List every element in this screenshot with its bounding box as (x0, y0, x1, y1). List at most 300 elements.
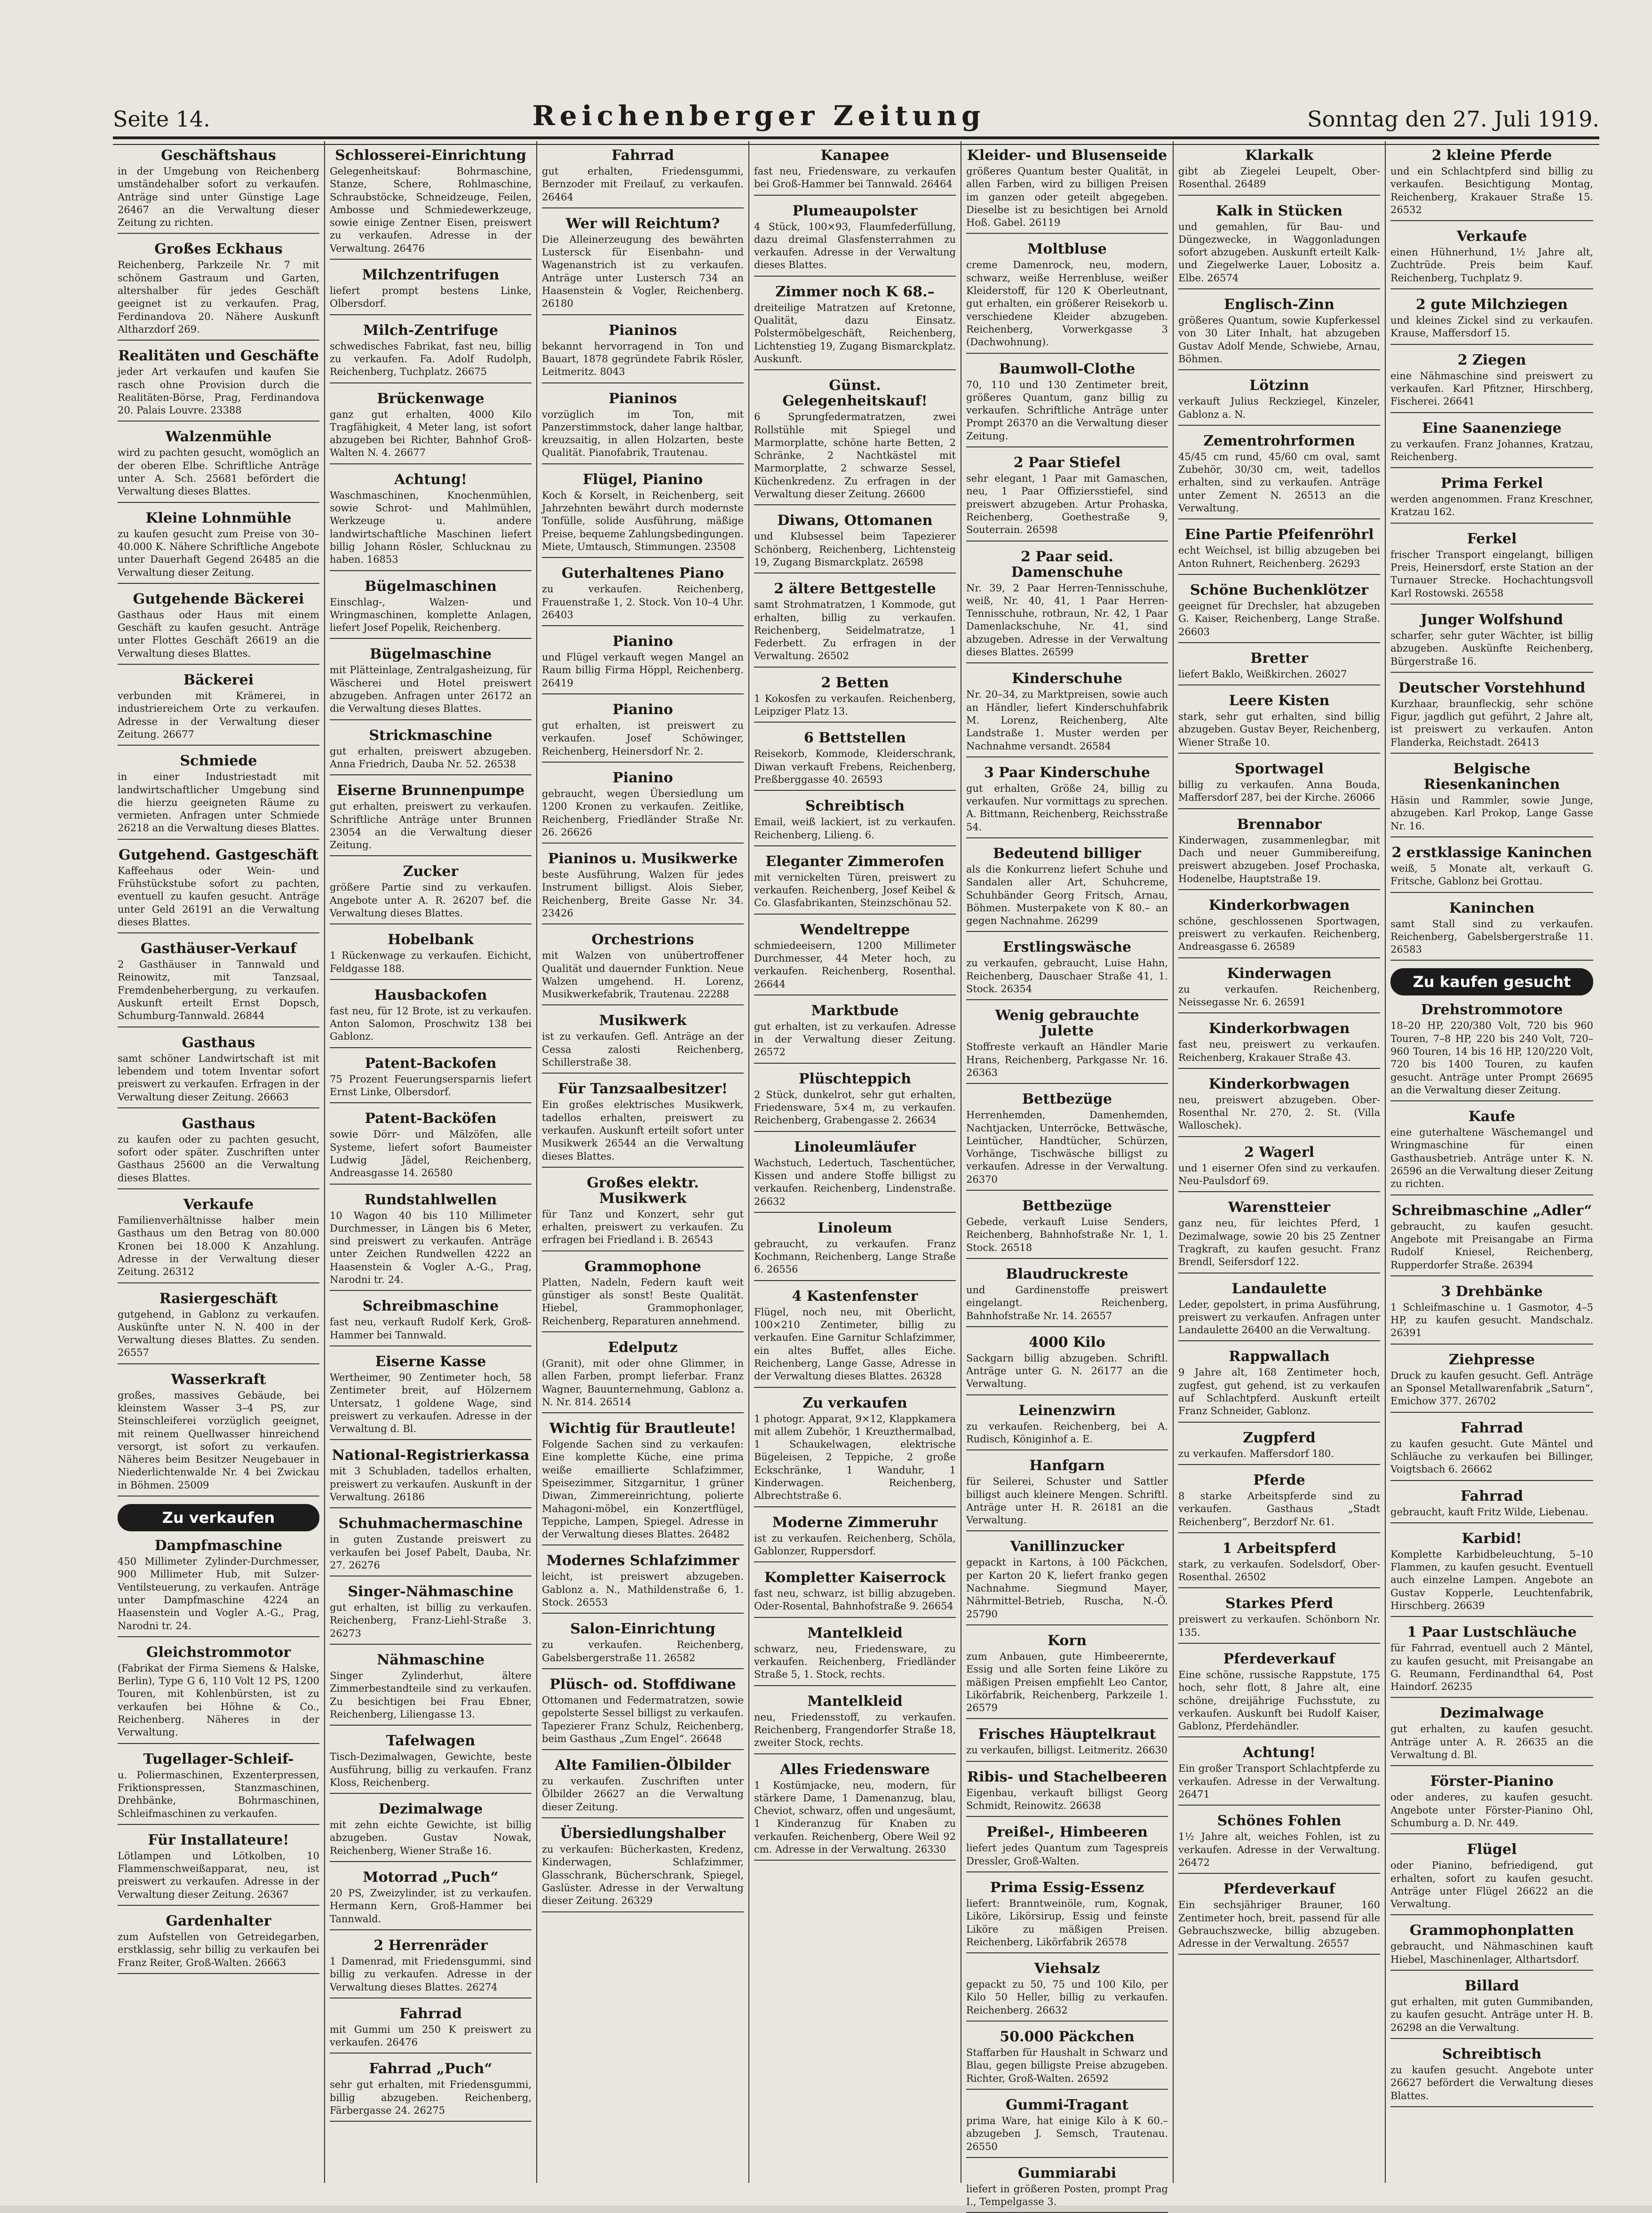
ad-text: Platten, Nadeln, Federn kauft weit günstiger als sonst! Beste Qualität. Hiebel, Grammophonlager, Reichenberg, Reparaturen annehmend. (542, 1276, 744, 1327)
ad-text: und Klubsessel beim Tapezierer Schönberg, Reichenberg, Lichtensteig 19, Zugang Bismarckplatz. 26598 (754, 531, 956, 568)
classified-ad (1390, 148, 1593, 221)
classified-ad (754, 1515, 956, 1563)
classified-ad (330, 472, 532, 571)
ad-heading: Achtung! (394, 471, 467, 488)
classified-ad (1390, 2046, 1593, 2107)
ad-divider (1390, 1914, 1593, 1915)
classified-ad (966, 846, 1168, 932)
ad-heading: Pianinos u. Musikwerke (548, 851, 738, 868)
ad-heading: Brennabor (1237, 816, 1322, 833)
ad-text: Flügel, noch neu, mit Oberlicht, 100×210 Zentimeter, billig zu verkaufen. Eine Garnitur Schlafzimmer, ein altes Buffet, alles Eiche. Reichenberg, Lange Gasse, Adresse in der Verwaltung dieses Blattes. 26328 (754, 1306, 956, 1382)
ad-text: zu kaufen oder zu pachten gesucht, sofort oder später. Zuschriften unter Gasthaus 25600 an die Verwaltung dieses Blattes. (118, 1133, 319, 1184)
ad-heading: Schmiede (180, 753, 257, 770)
classified-ad (1178, 527, 1380, 575)
ad-text: für Tanz und Konzert, sehr gut erhalten, preiswert zu verkaufen. Zu erfragen bei Friedland i. B. 26543 (542, 1208, 744, 1246)
ad-text: gepackt zu 50, 75 und 100 Kilo, per Kilo 50 Heller, billig zu verkaufen. Reichenberg. 26632 (966, 1979, 1168, 2016)
ad-text: creme Damenrock, neu, modern, schwarz, weiße Herrenbluse, weißer Kleiderstoff, für 120 K Oberleutnant, gut erhalten, ein größerer Reisekorb u. verschiedene Kleider abzugeben. Reichenberg, Vorwerkgasse 3 (Dachwohnung). (966, 259, 1168, 348)
ad-divider (330, 259, 532, 260)
ad-divider (118, 1496, 319, 1497)
ad-heading: Diwans, Ottomanen (777, 512, 933, 529)
ad-text: als die Konkurrenz liefert Schuhe und Sandalen aller Art, Schuhcreme, Schuhbänder Georg Fritsch, Arnau, Böhmen. Musterpakete von K 80.– an gegen Nachnahme. 26299 (966, 863, 1168, 927)
ad-heading: Kinderschuhe (1012, 670, 1122, 687)
ad-heading: Linoleum (818, 1219, 892, 1236)
classified-ad (966, 2165, 1168, 2213)
ad-heading: Realitäten und Geschäfte (118, 348, 319, 365)
ad-heading: Klarkalk (1245, 147, 1314, 164)
classified-ad (1178, 1541, 1380, 1589)
ad-heading: Modernes Schlafzimmer (546, 1552, 739, 1569)
ad-heading: Korn (1047, 1632, 1087, 1649)
ad-heading: Eleganter Zimmerofen (765, 853, 945, 870)
classified-ad (966, 1961, 1168, 2022)
ad-text: weiß, 5 Monate alt, verkauft G. Fritsche, Gablonz bei Grottau. (1390, 862, 1593, 887)
ad-divider (1390, 892, 1593, 893)
classified-ad (966, 1633, 1168, 1719)
ad-divider (542, 1167, 744, 1168)
classified-ad (1178, 898, 1380, 958)
classified-ad (1390, 1624, 1593, 1698)
ad-text: stark, sehr gut erhalten, sind billig abzugeben. Gustav Beyer, Reichenberg, Wiener Straße 10. (1178, 711, 1380, 748)
classified-ad (1178, 817, 1380, 890)
ad-heading: Schöne Buchenklötzer (1190, 581, 1369, 598)
ad-text: gutgehend, in Gablonz zu verkaufen. Auskünfte unter N. N. 400 in der Verwaltung dieses Blattes. Zu senden. 26557 (118, 1308, 319, 1359)
page-number: Seite 14. (113, 106, 210, 132)
ad-divider (118, 1743, 319, 1744)
ad-heading: Fahrrad (612, 147, 674, 164)
ad-divider (1390, 1833, 1593, 1834)
ad-text: preiswert zu verkaufen. Schönborn Nr. 135. (1178, 1614, 1380, 1638)
classified-ad (542, 323, 744, 383)
ad-heading: Leere Kisten (1229, 693, 1330, 709)
ad-text: 1 Rückenwage zu verkaufen. Eichicht, Feldgasse 188. (330, 950, 532, 974)
ad-text: zu verkaufen. Zuschriften unter Ölbilder 26627 an die Verwaltung dieser Zeitung. (542, 1775, 744, 1813)
classified-ad (330, 1192, 532, 1291)
classified-ad (754, 1071, 956, 1132)
classified-ad (1178, 1881, 1380, 1955)
ad-divider (542, 1544, 744, 1545)
ad-divider (966, 1258, 1168, 1259)
ad-divider (1178, 957, 1380, 958)
ad-text: Email, weiß lackiert, ist zu verkaufen. Reichenberg, Lilieng. 6. (754, 816, 956, 841)
classified-ad (1178, 1651, 1380, 1737)
classified-ad (330, 1801, 532, 1862)
ad-heading: Flügel (1467, 1841, 1517, 1858)
ad-heading: Zu verkaufen (802, 1394, 907, 1411)
classified-ad (754, 1694, 956, 1754)
ad-heading: Schuhmachermaschine (338, 1515, 523, 1532)
classified-ad (966, 1403, 1168, 1451)
ad-text: gut erhalten, ist preiswert zu verkaufen. Josef Schöwinger, Reichenberg, Heinersdorf Nr. 2. (542, 720, 744, 757)
ad-text: schöne, geschlossenen Sportwagen, preiswert zu verkaufen. Reichenberg, Andreasgasse 6. 26589 (1178, 915, 1380, 953)
classified-ad (966, 1091, 1168, 1191)
ad-heading: Verkaufe (1456, 228, 1527, 245)
ad-heading: Warenstteier (1228, 1199, 1331, 1216)
ad-divider (1390, 288, 1593, 289)
ad-heading: Hobelbank (388, 931, 474, 948)
classified-ad (330, 2061, 532, 2122)
ad-divider (118, 745, 319, 746)
ad-heading: 2 ältere Bettgestelle (774, 581, 936, 597)
classified-ad (966, 455, 1168, 541)
ad-text: zu verkaufen. Reichenberg, Gabelsbergerstraße 11. 26582 (542, 1639, 744, 1664)
ad-divider (542, 1331, 744, 1332)
ad-divider (118, 583, 319, 584)
ad-heading: Baumwoll-Clothe (999, 360, 1136, 377)
classified-ad (330, 783, 532, 856)
classified-ad (1390, 1705, 1593, 1766)
classified-ad (330, 1516, 532, 1576)
ad-divider (330, 2121, 532, 2122)
ad-text: größeres Quantum bester Qualität, in allen Farben, wird zu billigen Preisen im ganzen oder geteilt abgegeben. Dieselbe ist zu besichtigen bei Arnold Hoß. Gabel. 26119 (966, 166, 1168, 229)
ad-heading: Landaulette (1231, 1280, 1327, 1297)
ad-text: gebraucht, und Nähmaschinen kauft Hiebel, Maschinenlager, Althartsdorf. (1390, 1941, 1593, 1965)
ad-divider (1390, 753, 1593, 754)
classified-ad (966, 1335, 1168, 1395)
classified-ad (542, 391, 744, 464)
classified-ad (118, 1372, 319, 1497)
ad-divider (966, 1816, 1168, 1817)
ad-text: Wertheimer, 90 Zentimeter hoch, 58 Zentimeter breit, auf Hölzernem Untersatz, 1 goldene Wage, sind preiswert zu verkaufen. Adresse in der Verwaltung d. Bl. (330, 1371, 532, 1435)
ad-divider (754, 1063, 956, 1064)
ad-divider (118, 233, 319, 234)
ad-text: samt schöner Landwirtschaft ist mit lebendem und totem Inventar sofort preiswert zu verkaufen. Erfragen in der Verwaltung dieser Zeitung. 26663 (118, 1052, 319, 1103)
ad-text: 18–20 HP, 220/380 Volt, 720 bis 960 Touren, 7–8 HP, 220 bis 240 Volt, 720–960 Touren, 14 bis 16 HP, 120/220 Volt, 720 bis 1400 Touren, zu kaufen gesucht. Anträge unter Prompt 26695 an die Verwaltung dieser Zeitung. (1390, 1020, 1593, 1096)
ad-heading: Milch-Zentrifuge (363, 322, 499, 339)
ad-heading: Belgische Riesenkaninchen (1423, 761, 1560, 793)
ad-divider (754, 369, 956, 370)
classified-ad (966, 1458, 1168, 1531)
classified-ad (118, 1197, 319, 1283)
ad-text: sehr gut erhalten, mit Friedensgummi, billig abzugeben. Reichenberg, Färbergasse 24. 26275 (330, 2079, 532, 2117)
ad-text: und kleines Zickel sind zu verkaufen. Krause, Maffersdorf 15. (1390, 315, 1593, 339)
ad-divider (1390, 1100, 1593, 1101)
ad-heading: Großes elektr. Musikwerk (587, 1174, 699, 1207)
ad-heading: Erstlingswäsche (1002, 939, 1132, 956)
ad-heading: Bretter (1250, 650, 1308, 667)
classified-ad (754, 675, 956, 723)
ad-text: neu, preiswert abzugeben. Ober-Rosenthal Nr. 270, 2. St. (Villa Walloschek). (1178, 1094, 1380, 1131)
ad-text: Sackgarn billig abzugeben. Schriftl. Anträge unter G. N. 26177 an die Verwaltung. (966, 1352, 1168, 1390)
classified-ad (754, 730, 956, 791)
ad-text: zu kaufen gesucht. Gute Mäntel und Schläuche zu verkaufen bei Billinger, Voigtsbach 6. 26662 (1390, 1438, 1593, 1475)
ad-text: für Seilerei, Schuster und Sattler billigst auch kleinere Mengen. Schriftl. Anträge unter H. R. 26181 an die Verwaltung. (966, 1476, 1168, 1526)
ad-divider (966, 1530, 1168, 1531)
issue-date: Sonntag den 27. Juli 1919. (1307, 106, 1599, 132)
classified-ad (966, 1727, 1168, 1761)
classified-ad (754, 1762, 956, 1861)
ad-heading: Pferdeverkauf (1223, 1651, 1335, 1667)
ad-divider (966, 999, 1168, 1000)
ad-heading: 3 Drehbänke (1441, 1283, 1543, 1300)
classified-ad (1390, 1923, 1593, 1971)
ad-divider (1178, 1873, 1380, 1874)
ad-text: 2 Stück, dunkelrot, sehr gut erhalten, Friedensware, 5×4 m, zu verkaufen. Reichenberg, Grabengasse 2. 26634 (754, 1089, 956, 1126)
ad-divider (330, 570, 532, 571)
ad-divider (330, 1507, 532, 1508)
ad-divider (1390, 604, 1593, 605)
ad-heading: Grammophonplatten (1409, 1922, 1574, 1939)
classified-columns (113, 141, 1599, 2208)
ad-text: (Granit), mit oder ohne Glimmer, in allen Farben, prompt lieferbar. Franz Wagner, Bauunternehmung, Gablonz a. N. Nr. 814. 26514 (542, 1357, 744, 1408)
ad-heading: Gasthaus (182, 1034, 255, 1051)
classified-ad (118, 1035, 319, 1108)
classified-ad (542, 148, 744, 208)
ad-divider (966, 2157, 1168, 2158)
ad-divider (542, 1668, 744, 1669)
ad-heading: Geschäftshaus (161, 147, 276, 164)
ad-divider (966, 1394, 1168, 1395)
classified-ad (1178, 693, 1380, 754)
ad-heading: Motorrad „Puch“ (363, 1869, 499, 1886)
ad-text: verkauft Julius Reckziegel, Kinzeler, Gablonz a. N. (1178, 396, 1380, 420)
ad-divider (1390, 344, 1593, 345)
classified-ad (1390, 1531, 1593, 1617)
ad-heading: Moderne Zimmeruhr (772, 1514, 938, 1531)
ad-heading: Pferde (1253, 1472, 1305, 1489)
classified-ad (966, 148, 1168, 234)
ad-divider (1390, 523, 1593, 524)
classified-ad (330, 1733, 532, 1794)
ad-text: samt Strohmatratzen, 1 Kommode, gut erhalten, billig zu verkaufen. Reichenberg, Seidelmatratze, 1 Federbett. Zu erfragen in der Verwaltung. 26502 (754, 599, 956, 662)
ad-heading: 2 Herrenräder (373, 1937, 488, 1954)
classified-ad (330, 728, 532, 776)
classified-ad (542, 1175, 744, 1251)
ad-heading: Alles Friedensware (780, 1761, 930, 1778)
ad-heading: Zucker (403, 863, 459, 880)
classified-ad (330, 646, 532, 720)
ad-text: liefert prompt bestens Linke, Olbersdorf. (330, 285, 532, 310)
ad-heading: Pianino (612, 633, 673, 650)
ad-text: mit Gummi um 250 K preiswert zu verkaufen. 26476 (330, 2023, 532, 2048)
ad-divider (754, 1617, 956, 1618)
ad-text: zu verkaufen. Reichenberg, Frauenstraße 1, 2. Stock. Von 10–4 Uhr. 26403 (542, 583, 744, 621)
ad-divider (542, 1412, 744, 1413)
ad-divider (330, 2053, 532, 2054)
ad-divider (118, 1973, 319, 1974)
ad-text: mit Plätteinlage, Zentralgasheizung, für Wäscherei und Hotel preiswert abzugeben. Anfragen unter 26172 an die Verwaltung dieses Blattes. (330, 664, 532, 715)
ad-heading: Marktbude (811, 1002, 899, 1019)
ad-divider (966, 1190, 1168, 1191)
ad-heading: Achtung! (1243, 1744, 1316, 1761)
ad-divider (330, 314, 532, 315)
ad-text: geeignet für Drechsler, hat abzugeben G. Kaiser, Reichenberg, Lange Straße. 26603 (1178, 600, 1380, 637)
ad-text: vorzüglich im Ton, mit Panzerstimmstock, daher lange haltbar, kreuzsaitig, in allen Holzarten, beste Qualität. Pianofabrik, Trautenau. (542, 408, 744, 459)
ad-heading: Kalk in Stücken (1215, 202, 1343, 219)
ad-divider (1178, 753, 1380, 754)
column-2 (325, 141, 537, 2183)
ad-divider (1178, 1012, 1380, 1013)
ad-text: gut erhalten, mit guten Gummibanden, zu kaufen gesucht. Anträge unter H. B. 26298 an die Verwaltung. (1390, 1996, 1593, 2033)
ad-heading: Kaufe (1468, 1108, 1516, 1125)
ad-text: großes, massives Gebäude, bei kleinstem Wasser 3–4 PS, zur Steinschleiferei vorzüglich geeignet, mit reinem Quellwasser hinreichend versorgt, ist sofort zu verkaufen. Näheres beim Besitzer Neugebauer in Niederlichtenwalde Nr. 4 bei Zwickau in Böhmen. 25009 (118, 1389, 319, 1491)
classified-ad (542, 1081, 744, 1167)
ad-heading: Prima Essig-Essenz (990, 1879, 1144, 1896)
ad-divider (966, 1871, 1168, 1872)
classified-ad (754, 1570, 956, 1618)
ad-divider (330, 382, 532, 383)
ad-heading: Brückenwage (377, 390, 484, 407)
ad-heading: Gummiarabi (1017, 2165, 1117, 2181)
ad-divider (118, 664, 319, 665)
classified-ad (330, 1938, 532, 1998)
ad-heading: Singer-Nähmaschine (348, 1584, 514, 1600)
ad-divider (118, 1636, 319, 1637)
ad-heading: 2 Paar Stiefel (1013, 454, 1121, 471)
ad-text: 75 Prozent Feuerungsersparnis liefert Ernst Linke, Olbersdorf. (330, 1073, 532, 1098)
ad-divider (1178, 1136, 1380, 1137)
ad-divider (1390, 1697, 1593, 1698)
ad-text: und Gardinenstoffe preiswert eingelangt. Reichenberg, Bahnhofstraße Nr. 14. 26557 (966, 1284, 1168, 1321)
classified-ad (1178, 297, 1380, 370)
classified-ad (1390, 1002, 1593, 1101)
ad-text: werden angenommen. Franz Kreschner, Kratzau 162. (1390, 494, 1593, 518)
ad-divider (966, 1718, 1168, 1719)
ad-text: gepackt in Kartons, à 100 Päckchen, per Karton 20 K, liefert franko gegen Nachnahme. Siegmund Mayer, Nährmittel-Betrieb, Ruscha, N.-Ö. 25790 (966, 1557, 1168, 1620)
ad-divider (1178, 808, 1380, 809)
classified-ad (330, 1298, 532, 1346)
ad-divider (1390, 1765, 1593, 1766)
ad-heading: Kinderwagen (1227, 965, 1332, 982)
ad-divider (542, 1911, 744, 1912)
classified-ad (966, 241, 1168, 353)
classified-ad (966, 1769, 1168, 1817)
ad-heading: 2 Paar seid. Damenschuhe (1011, 548, 1123, 581)
ad-divider (754, 276, 956, 277)
classified-ad (1390, 1109, 1593, 1195)
ad-heading: Hanfgarn (1029, 1457, 1105, 1474)
classified-ad (1390, 1978, 1593, 2039)
ad-text: oder Pianino, befriedigend, gut erhalten, sofort zu kaufen gesucht. Anträge unter Flügel 26622 an die Verwaltung. (1390, 1860, 1593, 1910)
ad-divider (1178, 1464, 1380, 1465)
ad-heading: Gasthäuser-Verkauf (140, 940, 297, 957)
ad-text: für Fahrrad, eventuell auch 2 Mäntel, zu kaufen gesucht, mit Preisangabe an G. Reumann, Ferdinandthal 64, Post Haindorf. 26235 (1390, 1642, 1593, 1693)
ad-heading: Bügelmaschine (369, 646, 492, 663)
ad-divider (118, 502, 319, 503)
classified-ad (118, 348, 319, 422)
ad-text: zu kaufen gesucht zum Preise von 30–40.000 K. Nähere Schriftliche Angebote unter Dauerhaft Gegend 26485 an die Verwaltung dieser Zeitung. (118, 528, 319, 578)
ad-heading: Hausbackofen (374, 987, 487, 1003)
classified-ad (754, 1625, 956, 1686)
ad-text: stark, zu verkaufen. Sodelsdorf, Ober-Rosenthal. 26502 (1178, 1558, 1380, 1583)
ad-divider (330, 855, 532, 856)
classified-ad (330, 579, 532, 639)
ad-divider (1390, 672, 1593, 673)
classified-ad (1178, 966, 1380, 1014)
ad-divider (754, 195, 956, 196)
ad-heading: Ziehpresse (1449, 1351, 1535, 1368)
ad-divider (754, 914, 956, 915)
ad-heading: Bügelmaschinen (365, 578, 497, 595)
classified-ad (1390, 531, 1593, 605)
ad-text: Waschmaschinen, Knochenmühlen, sowie Schrot- und Mahlmühlen, Werkzeuge u. andere landwirtschaftliche Maschinen liefert billig Johann Rösler, Schlucknau zu haben. 16853 (330, 489, 532, 565)
classified-ad (966, 1198, 1168, 1259)
ad-divider (1390, 1970, 1593, 1971)
ad-text: schwarz, neu, Friedensware, zu verkaufen. Reichenberg, Friedländer Straße 5, 1. Stock, rechts. (754, 1643, 956, 1680)
ad-divider (542, 1073, 744, 1074)
classified-ad (118, 941, 319, 1027)
classified-ad (1178, 203, 1380, 289)
column-4 (749, 141, 961, 2183)
ad-text: Ein großes elektrisches Musikwerk, tadellos erhalten, preiswert zu verkaufen. Auskunft erteilt sofort unter Musikwerk 26544 an die Verwaltung dieses Blattes. (542, 1099, 744, 1162)
ad-divider (330, 1861, 532, 1862)
ad-heading: Guterhaltenes Piano (561, 565, 724, 582)
classified-ad (1390, 476, 1593, 524)
ad-divider (1178, 518, 1380, 519)
ad-heading: Drehstrommotore (1421, 1002, 1563, 1019)
ad-text: mit vernickelten Türen, preiswert zu verkaufen. Reichenberg, Josef Keibel & Co. Glasfabrikanten, Steinzschönau 52. (754, 871, 956, 909)
classified-ad (542, 1553, 744, 1614)
ad-divider (754, 1506, 956, 1507)
ad-text: verbunden mit Krämerei, in industriereichem Orte zu verkaufen. Adresse in der Verwaltung dieser Zeitung. 26677 (118, 690, 319, 740)
classified-ad (1390, 612, 1593, 673)
classified-ad (1390, 421, 1593, 469)
ad-text: zu verkaufen. Reichenberg, bei A. Rudisch, Königinhof a. E. (966, 1420, 1168, 1445)
classified-ad (118, 753, 319, 839)
classified-ad (754, 581, 956, 667)
ad-text: 20 PS, Zweizylinder, ist zu verkaufen. Hermann Kern, Groß-Hammer bei Tannwald. (330, 1887, 532, 1925)
ad-heading: Orchestrions (591, 931, 694, 948)
ad-divider (966, 446, 1168, 447)
classified-ad (754, 854, 956, 915)
classified-ad (754, 1220, 956, 1281)
ad-heading: Kinderkorbwagen (1208, 1020, 1350, 1037)
ad-divider (542, 1250, 744, 1251)
classified-ad (330, 1354, 532, 1440)
ad-text: 1 Damenrad, mit Friedensgummi, sind billig zu verkaufen. Adresse in der Verwaltung dieses Blattes. 26274 (330, 1955, 532, 1993)
ad-text: zu kaufen gesucht. Angebote unter 26627 befördert die Verwaltung dieses Blattes. (1390, 2064, 1593, 2102)
classified-ad (1178, 761, 1380, 809)
ad-text: mit Walzen von unübertroffener Qualität und dauernder Funktion. Neue Walzen umgehend. H. Lorenz, Musikwerkefabrik, Trautenau. 22288 (542, 950, 744, 1000)
ad-text: Folgende Sachen sind zu verkaufen: Eine komplette Küche, eine prima weiße emaillierte Schlafzimmer, Speisezimmer, Sitzgarnitur, 1 grüner Diwan, Zimmereinrichtung, polierte Mahagoni-möbel, ein Konzertflügel, Teppiche, Lampen, Spiegel. Adresse in der Verwaltung dieses Blattes. 26482 (542, 1439, 744, 1540)
ad-heading: 50.000 Päckchen (1000, 2029, 1135, 2046)
column-3 (537, 141, 749, 2183)
ad-text: zu verkaufen. Maffersdorf 180. (1178, 1448, 1334, 1459)
ad-divider (330, 1644, 532, 1645)
classified-ad (330, 391, 532, 464)
classified-ad (754, 1003, 956, 1064)
ad-text: Leder, gepolstert, in prima Ausführung, preiswert zu verkaufen. Anfragen unter Landaulette 26400 an die Verwaltung. (1178, 1298, 1380, 1336)
ad-heading: 1 Paar Lustschläuche (1407, 1624, 1577, 1641)
ad-divider (1178, 1068, 1380, 1069)
classified-ad (1390, 900, 1593, 961)
ad-heading: Edelputz (608, 1339, 678, 1356)
ad-divider (118, 1107, 319, 1108)
classified-ad (1390, 297, 1593, 345)
ad-divider (542, 625, 744, 626)
ad-divider (1390, 2038, 1593, 2039)
classified-ad (118, 429, 319, 502)
ad-text: scharfer, sehr guter Wächter, ist billig abzugeben. Auskünfte Reichenberg, Bürgerstraße 16. (1390, 629, 1593, 667)
ad-divider (754, 1212, 956, 1213)
classified-ad (330, 1448, 532, 1508)
ad-divider (330, 1725, 532, 1726)
ad-divider (1390, 2106, 1593, 2107)
ad-divider (542, 557, 744, 558)
classified-ad (542, 1259, 744, 1332)
ad-text: liefert in größeren Posten, prompt Prag I., Tempelgasse 3. (966, 2183, 1168, 2208)
ad-divider (542, 1004, 744, 1005)
classified-ad (118, 241, 319, 341)
ad-heading: 2 Wagerl (1244, 1144, 1315, 1161)
classified-ad (1390, 1842, 1593, 1915)
ad-heading: Vanillinzucker (1010, 1538, 1124, 1555)
ad-divider (1178, 1340, 1380, 1341)
ad-text: Wachstuch, Ledertuch, Taschentücher, Kissen und andere Stoffe billigst zu verkaufen. Reichenberg, Lindenstraße. 26632 (754, 1157, 956, 1207)
ad-divider (966, 756, 1168, 757)
ad-divider (754, 1685, 956, 1686)
ad-heading: Viehsalz (1034, 1960, 1100, 1977)
ad-text: neu, Friedensstoff, zu verkaufen. Reichenberg, Frangendorfer Straße 18, zweiter Stock, rechts. (754, 1711, 956, 1749)
